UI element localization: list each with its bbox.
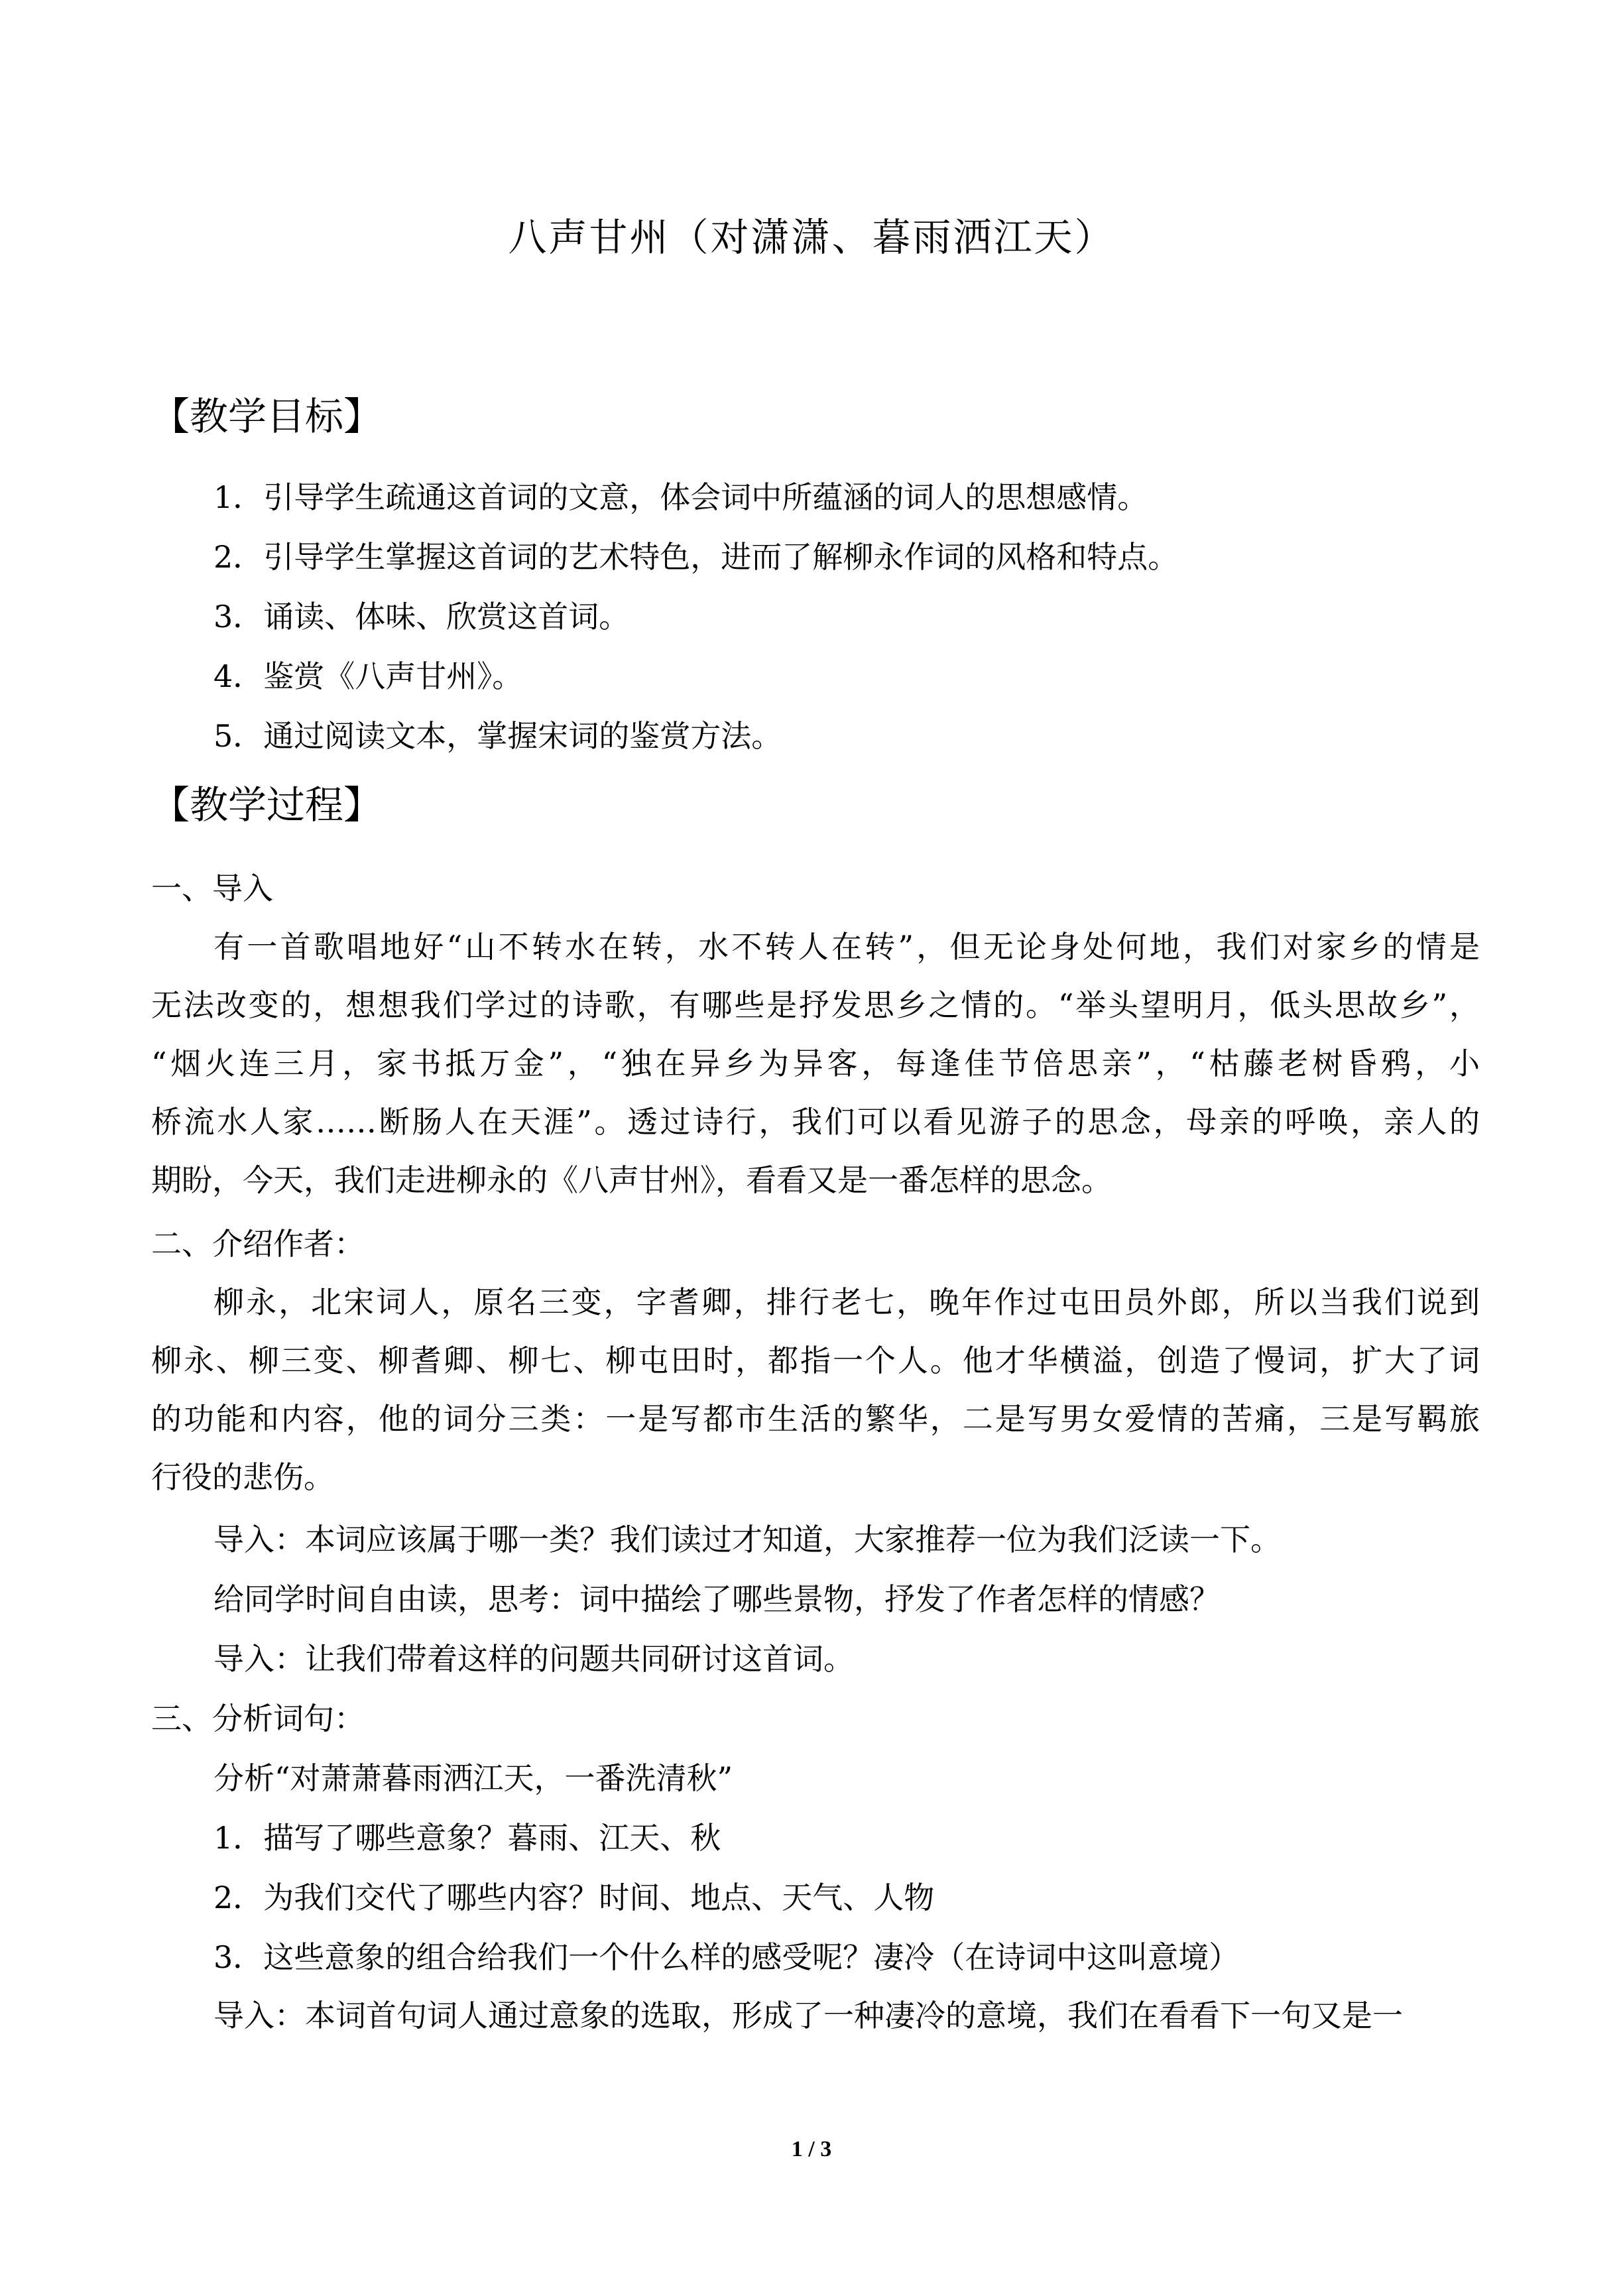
- objective-item-5: 5．通过阅读文本，掌握宋词的鉴赏方法。: [213, 718, 782, 754]
- author-line-4: 行役的悲伤。: [151, 1459, 334, 1495]
- page-number: 1 / 3: [791, 2137, 832, 2161]
- process-heading: 【教学过程】: [151, 782, 383, 827]
- author-paragraph: [151, 1282, 1480, 1497]
- analysis-item-5: 导入：本词首句词人通过意象的选取，形成了一种凄冷的意境，我们在看看下一句又是一: [213, 1998, 1403, 2033]
- analysis-item-4: 3．这些意象的组合给我们一个什么样的感受呢？凄冷（在诗词中这叫意境）: [213, 1939, 1240, 1975]
- objective-item-3: 3．诵读、体味、欣赏这首词。: [213, 599, 630, 634]
- author-line-2: 柳永、柳三变、柳耆卿、柳七、柳屯田时，都指一个人。他才华横溢，创造了慢词，扩大了词: [151, 1343, 1480, 1378]
- author-line-3: 的功能和内容，他的词分三类：一是写都市生活的繁华，二是写男女爱情的苦痛，三是写羁旅: [151, 1401, 1480, 1437]
- document-title: 八声甘州（对潇潇、暮雨洒江天）: [508, 215, 1115, 260]
- intro-line-4: 桥流水人家……断肠人在天涯”。透过诗行，我们可以看见游子的思念，母亲的呼唤，亲人的: [151, 1104, 1480, 1140]
- author-line-1: 柳永，北宋词人，原名三变，字耆卿，排行老七，晚年作过屯田员外郎，所以当我们说到: [213, 1284, 1480, 1320]
- intro-section-title: 一、导入: [151, 871, 273, 906]
- objective-item-2: 2．引导学生掌握这首词的艺术特色，进而了解柳永作词的风格和特点。: [213, 539, 1179, 575]
- objectives-heading: 【教学目标】: [151, 394, 383, 439]
- author-section-title: 二、介绍作者：: [151, 1226, 365, 1262]
- analysis-section-title: 三、分析词句：: [151, 1701, 365, 1736]
- intro-line-5: 期盼，今天，我们走进柳永的《八声甘州》，看看又是一番怎样的思念。: [151, 1162, 1112, 1198]
- intro-paragraph: [151, 927, 1480, 1200]
- intro-line-3: “烟火连三月，家书抵万金”，“独在异乡为异客，每逢佳节倍思亲”，“枯藤老树昏鸦，小: [151, 1046, 1480, 1081]
- objective-item-1: 1．引导学生疏通这首词的文意，体会词中所蕴涵的词人的思想感情。: [213, 479, 1148, 515]
- author-note-3: 导入：让我们带着这样的问题共同研讨这首词。: [213, 1641, 854, 1677]
- analysis-item-3: 2．为我们交代了哪些内容？时间、地点、天气、人物: [213, 1880, 935, 1915]
- author-note-2: 给同学时间自由读，思考：词中描绘了哪些景物，抒发了作者怎样的情感？: [213, 1581, 1220, 1617]
- intro-line-2: 无法改变的，想想我们学过的诗歌，有哪些是抒发思乡之情的。“举头望明月，低头思故乡”，: [151, 987, 1480, 1023]
- objective-item-4: 4．鉴赏《八声甘州》。: [213, 658, 523, 694]
- analysis-item-1: 分析“对萧萧暮雨洒江天，一番洗清秋”: [213, 1760, 733, 1796]
- analysis-item-2: 1．描写了哪些意象？暮雨、江天、秋: [213, 1820, 721, 1856]
- author-note-1: 导入：本词应该属于哪一类？我们读过才知道，大家推荐一位为我们泛读一下。: [213, 1522, 1281, 1557]
- intro-line-1: 有一首歌唱地好“山不转水在转，水不转人在转”，但无论身处何地，我们对家乡的情是: [213, 929, 1480, 965]
